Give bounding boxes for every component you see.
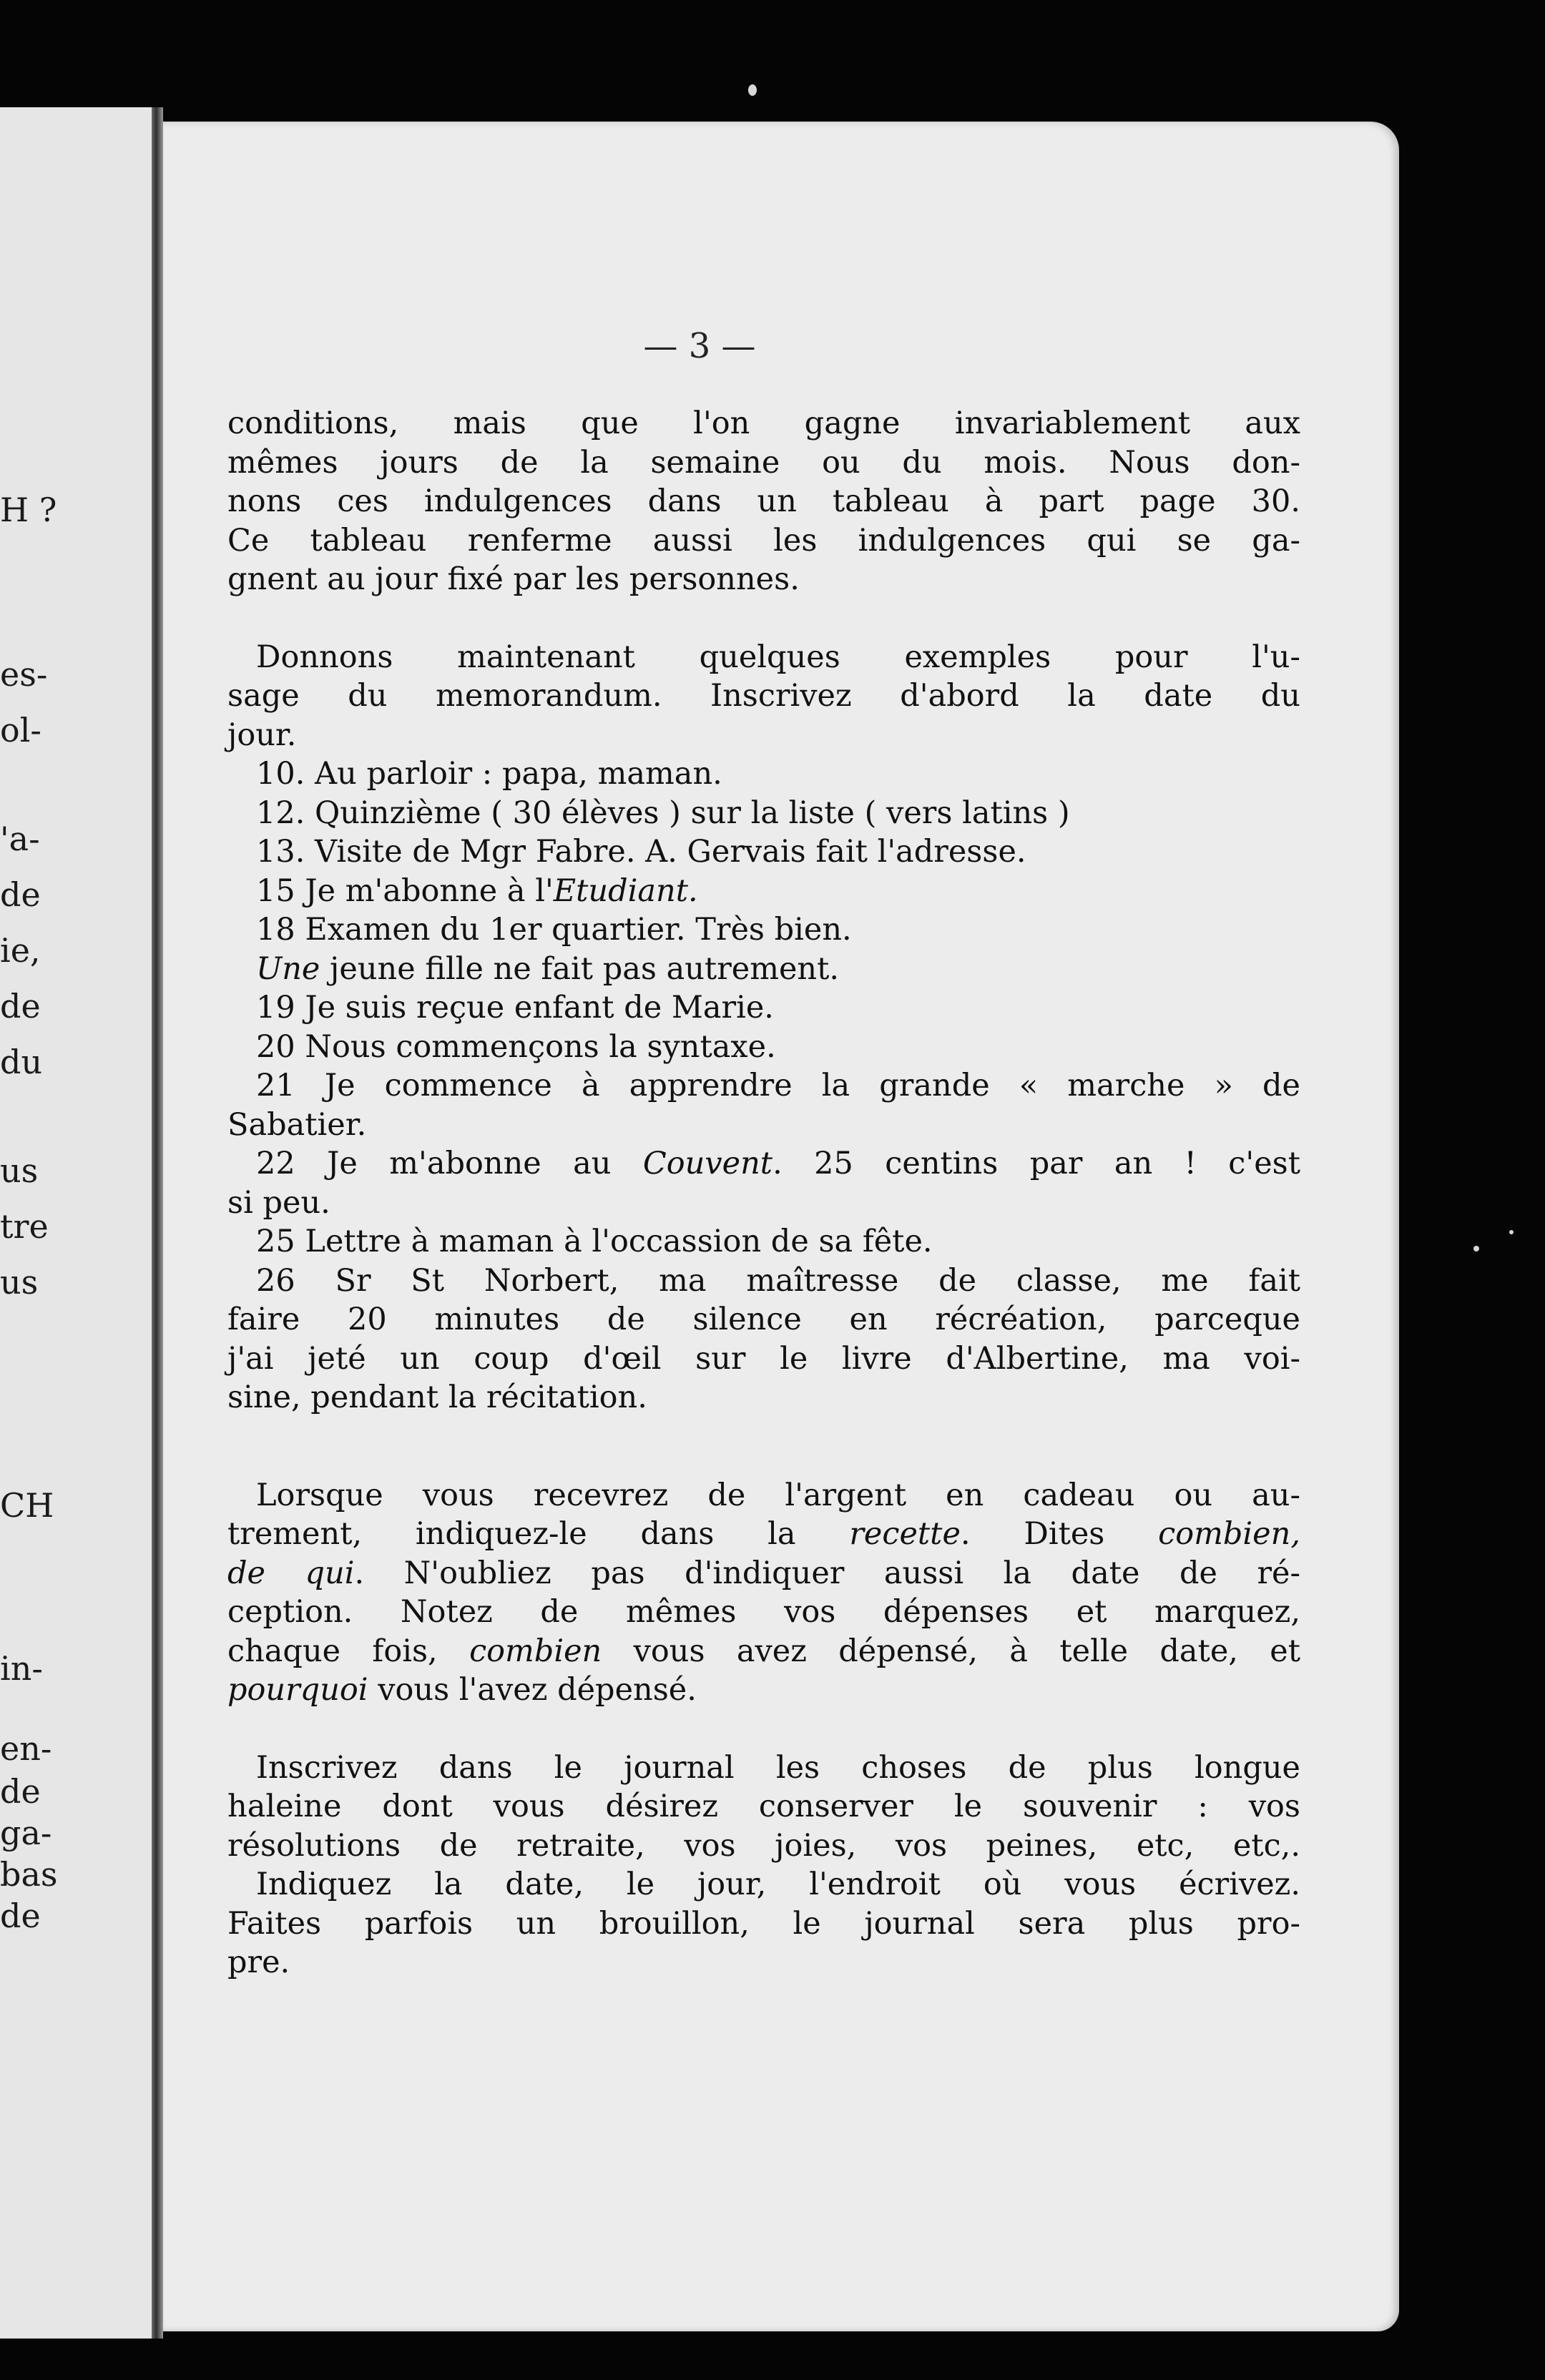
left-fragment: H ?: [0, 491, 57, 529]
text-line: résolutions de retraite, vos joies, vos peines, etc, etc,.: [227, 1827, 1300, 1864]
scan-speck: [1473, 1246, 1479, 1252]
left-facing-page: [0, 107, 152, 2339]
left-fragment: 'a-: [0, 820, 40, 858]
page-number: — 3 —: [643, 326, 756, 366]
memo-entry: 10. Au parloir : papa, maman.: [256, 756, 722, 792]
left-fragment: ie,: [0, 931, 41, 970]
text-span: 15 Je m'abonne à l': [256, 872, 554, 909]
italic-span: pourquoi: [227, 1672, 368, 1708]
left-fragment: us: [0, 1263, 39, 1302]
book-gutter: [152, 107, 163, 2339]
text-line: si peu.: [227, 1184, 330, 1221]
text-line: Sabatier.: [227, 1106, 367, 1143]
text-line: Ce tableau renferme aussi les indulgences qui se ga-: [227, 522, 1300, 559]
text-line: conditions, mais que l'on gagne invariablement aux: [227, 405, 1300, 441]
text-line: ception. Notez de mêmes vos dépenses et marquez,: [227, 1594, 1300, 1630]
text-line: [227, 1671, 1300, 1710]
memo-entry: 19 Je suis reçue enfant de Marie.: [256, 990, 774, 1026]
text-line: [227, 1632, 1300, 1671]
left-fragment: de: [0, 987, 41, 1026]
left-fragment: es-: [0, 655, 48, 694]
text-line: [227, 1515, 1300, 1554]
left-fragment: ga-: [0, 1814, 52, 1852]
memo-entry: 13. Visite de Mgr Fabre. A. Gervais fait l'adresse.: [256, 834, 1026, 870]
left-fragment: de: [0, 875, 41, 914]
text-span: . N'oubliez pas d'indiquer aussi la date de ré-: [354, 1555, 1300, 1591]
text-line: Inscrivez dans le journal les choses de plus longue: [256, 1749, 1300, 1786]
memo-entry: [227, 1144, 1300, 1184]
book-page: [163, 122, 1399, 2331]
text-line: nons ces indulgences dans un tableau à part page 30.: [227, 483, 1300, 519]
text-line: sine, pendant la récitation.: [227, 1380, 647, 1415]
text-span: . Dites: [960, 1516, 1159, 1552]
text-line: sage du memorandum. Inscrivez d'abord la date du: [227, 678, 1300, 714]
text-line: j'ai jeté un coup d'œil sur le livre d'Albertine, ma voi-: [227, 1340, 1300, 1377]
left-fragment: tre: [0, 1207, 49, 1246]
left-fragment: in-: [0, 1649, 43, 1688]
italic-span: Couvent: [642, 1146, 773, 1181]
left-fragment: CH: [0, 1486, 54, 1525]
left-fragment: ol-: [0, 711, 41, 749]
left-fragment: us: [0, 1151, 39, 1190]
scan-speck: [1509, 1230, 1514, 1234]
text-span: vous avez dépensé, à telle date, et: [602, 1633, 1300, 1669]
text-line: haleine dont vous désirez conserver le souvenir : vos: [227, 1789, 1300, 1824]
text-span: . 25 centins par an ! c'est: [772, 1146, 1300, 1181]
memo-entry: [227, 872, 1300, 911]
text-span: trement, indiquez-le dans la: [227, 1516, 850, 1552]
memo-entry: 18 Examen du 1er quartier. Très bien.: [256, 912, 852, 948]
text-line: [227, 1554, 1300, 1593]
text-line: gnent au jour fixé par les personnes.: [227, 561, 800, 597]
text-line: pre.: [227, 1944, 290, 1980]
italic-span: Etudiant.: [553, 872, 698, 909]
left-fragment: en-: [0, 1729, 52, 1768]
text-line: Donnons maintenant quelques exemples pour l'u-: [256, 639, 1300, 675]
memo-entry: 26 Sr St Norbert, ma maîtresse de classe, me fait: [256, 1262, 1300, 1299]
left-fragment: du: [0, 1043, 43, 1081]
left-fragment: bas: [0, 1855, 58, 1894]
italic-span: Une: [256, 950, 320, 987]
text-span: 22 Je m'abonne au: [256, 1146, 643, 1181]
memo-entry: 12. Quinzième ( 30 élèves ) sur la liste ( vers latins ): [256, 795, 1070, 831]
left-fragment: de: [0, 1772, 41, 1811]
italic-span: combien,: [1158, 1516, 1300, 1552]
text-line: Faites parfois un brouillon, le journal sera plus pro-: [227, 1905, 1300, 1942]
italic-span: combien: [469, 1633, 602, 1669]
memo-entry: [227, 950, 1300, 989]
text-span: jeune fille ne fait pas autrement.: [320, 950, 840, 987]
memo-entry: 25 Lettre à maman à l'occassion de sa fête.: [256, 1224, 933, 1259]
text-line: mêmes jours de la semaine ou du mois. Nous don-: [227, 444, 1300, 481]
text-span: vous l'avez dépensé.: [368, 1672, 697, 1708]
scan-speck: [748, 84, 757, 96]
memo-entry: 21 Je commence à apprendre la grande « marche » de: [256, 1068, 1300, 1103]
italic-span: de qui: [227, 1555, 355, 1591]
text-span: chaque fois,: [227, 1633, 470, 1669]
text-line: jour.: [227, 717, 297, 753]
text-line: Lorsque vous recevrez de l'argent en cadeau ou au-: [256, 1477, 1300, 1513]
text-line: Indiquez la date, le jour, l'endroit où vous écrivez.: [256, 1867, 1300, 1902]
memo-entry: 20 Nous commençons la syntaxe.: [256, 1028, 776, 1065]
italic-span: recette: [849, 1516, 961, 1552]
left-fragment: de: [0, 1897, 41, 1935]
text-line: faire 20 minutes de silence en récréation, parceque: [227, 1302, 1300, 1337]
page-text: [227, 404, 1300, 1982]
